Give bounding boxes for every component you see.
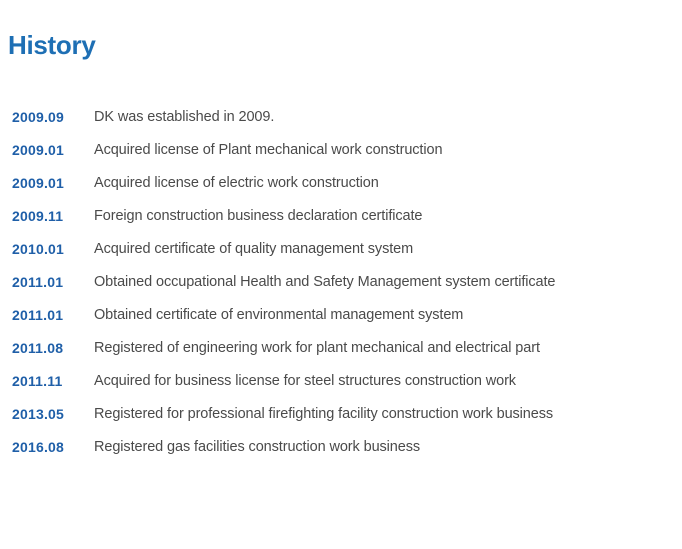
- history-date: 2011.08: [12, 339, 64, 356]
- history-item: [12, 397, 672, 430]
- history-description: Foreign construction business declaration certificate: [94, 207, 423, 224]
- history-item: [12, 100, 672, 133]
- history-date: 2009.01: [12, 174, 65, 191]
- history-description: Acquired license of Plant mechanical work construction: [94, 141, 443, 158]
- history-item: [12, 265, 672, 298]
- history-date: 2016.08: [12, 438, 65, 455]
- history-date: 2010.01: [12, 240, 65, 257]
- history-list: [12, 100, 672, 463]
- history-description: Obtained occupational Health and Safety Management system certificate: [94, 273, 556, 290]
- history-date: 2009.11: [12, 207, 64, 224]
- history-date: 2011.11: [12, 372, 63, 389]
- history-item: [12, 166, 672, 199]
- history-date: 2011.01: [12, 306, 64, 323]
- history-description: Registered for professional firefighting facility construction work business: [94, 405, 554, 422]
- history-date: 2011.01: [12, 273, 64, 290]
- history-item: [12, 199, 672, 232]
- history-item: [12, 298, 672, 331]
- history-item: [12, 430, 672, 463]
- history-description: DK was established in 2009.: [94, 108, 275, 125]
- history-item: [12, 364, 672, 397]
- history-date: 2009.09: [12, 108, 65, 125]
- history-description: Acquired for business license for steel structures construction work: [94, 372, 516, 389]
- history-date: 2009.01: [12, 141, 65, 158]
- history-item: [12, 331, 672, 364]
- history-description: Registered gas facilities construction work business: [94, 438, 421, 455]
- history-item: [12, 232, 672, 265]
- history-description: Acquired license of electric work construction: [94, 174, 379, 191]
- history-description: Obtained certificate of environmental management system: [94, 306, 464, 323]
- history-item: [12, 133, 672, 166]
- page-title: History: [8, 30, 96, 60]
- history-date: 2013.05: [12, 405, 65, 422]
- history-description: Registered of engineering work for plant mechanical and electrical part: [94, 339, 540, 356]
- history-description: Acquired certificate of quality management system: [94, 240, 414, 257]
